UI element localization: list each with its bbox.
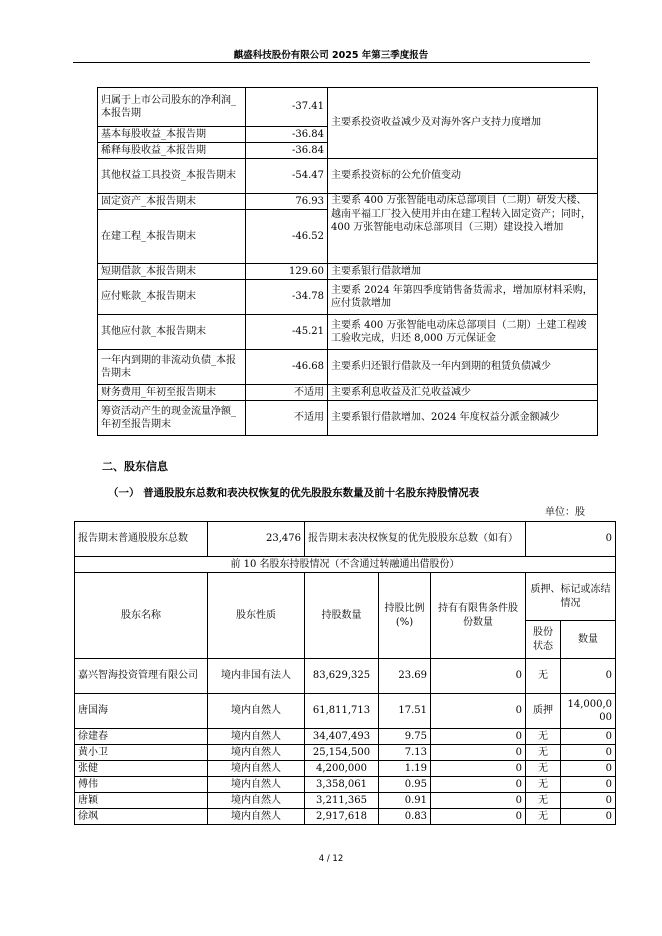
table-cell: 23.69 [379, 659, 431, 694]
table-cell: 129.60 [246, 264, 328, 280]
table-cell: 不适用 [246, 385, 328, 401]
table-cell: -54.47 [246, 159, 328, 194]
table-cell: 境内非国有法人 [208, 659, 305, 694]
table-cell: 徐飒 [75, 809, 208, 825]
table-cell: 0.91 [379, 793, 431, 809]
table-cell: 基本每股收益_本报告期 [98, 127, 246, 143]
table-cell: 其他权益工具投资_本报告期末 [98, 159, 246, 194]
column-header: 质押、标记或冻结情况 [526, 573, 616, 621]
unit-label: 单位：股 [545, 507, 585, 518]
table-cell: 主要系 400 万张智能电动床总部项目（二期）土建工程竣工验收完成，归还 8,000 万元保证金 [328, 315, 598, 350]
column-header: 数量 [561, 621, 616, 659]
table-cell: 财务费用_年初至报告期末 [98, 385, 246, 401]
table-cell: 1.19 [379, 761, 431, 777]
table-cell: 0 [561, 729, 616, 745]
table-cell: 不适用 [246, 401, 328, 436]
table-cell: 7.13 [379, 745, 431, 761]
table-cell: 无 [526, 745, 561, 761]
table-cell: 无 [526, 761, 561, 777]
table-cell: 境内自然人 [208, 809, 305, 825]
table-row [75, 761, 616, 777]
table-cell: 主要系投资标的公允价值变动 [328, 159, 598, 194]
table-cell: 主要系 2024 年第四季度销售备货需求，增加原材料采购，应付货款增加 [328, 280, 598, 315]
table-cell: 0.83 [379, 809, 431, 825]
table-cell: 短期借款_本报告期末 [98, 264, 246, 280]
column-header: 股份状态 [526, 621, 561, 659]
table-cell: 境内自然人 [208, 777, 305, 793]
table-cell: 境内自然人 [208, 694, 305, 729]
table-cell: 主要系 400 万张智能电动床总部项目（二期）研发大楼、越南平福工厂投入使用并由在建工程转入固定资产；同时，400 万张智能电动床总部项目（三期）建设投入增加 [328, 194, 598, 264]
table-cell: 主要系归还银行借款及一年内到期的租赁负债减少 [328, 350, 598, 385]
table-cell: 境内自然人 [208, 761, 305, 777]
table-cell: -34.78 [246, 280, 328, 315]
column-header: 持股比例(%) [379, 573, 431, 659]
table-row [75, 659, 616, 694]
table-cell: 一年内到期的非流动负债_本报告期末 [98, 350, 246, 385]
table-cell: 无 [526, 793, 561, 809]
table-cell: 25,154,500 [305, 745, 379, 761]
page-number: 4 / 12 [318, 854, 344, 864]
table-cell: 傅伟 [75, 777, 208, 793]
shareholders-table [74, 521, 616, 825]
table-cell: 0 [561, 793, 616, 809]
section-subtitle: （一） 普通股股东总数和表决权恢复的优先股股东数量及前十名股东持股情况表 [108, 487, 480, 499]
top10-caption: 前 10 名股东持股情况（不含通过转融通出借股份） [75, 557, 616, 573]
table-cell: 境内自然人 [208, 793, 305, 809]
table-cell: -45.21 [246, 315, 328, 350]
total-shareholders-value: 23,476 [208, 522, 305, 557]
table-cell: 14,000,000 [561, 694, 616, 729]
table-cell: 张健 [75, 761, 208, 777]
table-cell: 唐国海 [75, 694, 208, 729]
table-cell: 境内自然人 [208, 745, 305, 761]
table-cell: 34,407,493 [305, 729, 379, 745]
table-cell: 0 [561, 809, 616, 825]
table-cell: 无 [526, 659, 561, 694]
table-cell: 主要系利息收益及汇兑收益减少 [328, 385, 598, 401]
preferred-shareholders-label: 报告期末表决权恢复的优先股股东总数（如有） [305, 522, 526, 557]
table-cell: 稀释每股收益_本报告期 [98, 143, 246, 159]
column-header: 股东名称 [75, 573, 208, 659]
table-cell: 0 [431, 809, 526, 825]
table-row [75, 745, 616, 761]
changes-table [97, 87, 598, 436]
table-cell: 0 [431, 761, 526, 777]
table-cell: 2,917,618 [305, 809, 379, 825]
table-cell: 83,629,325 [305, 659, 379, 694]
table-cell: 唐颖 [75, 793, 208, 809]
table-cell: 应付账款_本报告期末 [98, 280, 246, 315]
table-row [75, 694, 616, 729]
table-cell: 0 [561, 777, 616, 793]
table-cell: 0 [431, 777, 526, 793]
table-cell: 0 [561, 761, 616, 777]
table-cell: 主要系银行借款增加、2024 年度权益分派金额减少 [328, 401, 598, 436]
table-cell: -46.68 [246, 350, 328, 385]
page-header-title: 麒盛科技股份有限公司 2025 年第三季度报告 [233, 50, 429, 61]
table-cell: 9.75 [379, 729, 431, 745]
table-cell: -36.84 [246, 143, 328, 159]
column-header: 持有有限售条件股份数量 [431, 573, 526, 659]
table-cell: 质押 [526, 694, 561, 729]
table-cell: 4,200,000 [305, 761, 379, 777]
table-cell: 0 [431, 729, 526, 745]
table-cell: 无 [526, 809, 561, 825]
table-cell: 无 [526, 729, 561, 745]
table-cell: 境内自然人 [208, 729, 305, 745]
header-rule [73, 62, 590, 63]
table-cell: 0 [431, 694, 526, 729]
table-cell: 无 [526, 777, 561, 793]
table-cell: 黄小卫 [75, 745, 208, 761]
table-cell: 归属于上市公司股东的净利润_本报告期 [98, 88, 246, 127]
table-cell: 徐建春 [75, 729, 208, 745]
preferred-shareholders-value: 0 [526, 522, 616, 557]
table-cell: 主要系投资收益减少及对海外客户支持力度增加 [328, 88, 598, 159]
table-row [75, 809, 616, 825]
table-cell: 在建工程_本报告期末 [98, 210, 246, 264]
table-cell: 0 [431, 793, 526, 809]
table-cell: 0.95 [379, 777, 431, 793]
table-row [75, 777, 616, 793]
table-cell: 固定资产_本报告期末 [98, 194, 246, 210]
table-cell: 0 [561, 745, 616, 761]
table-cell: 0 [431, 745, 526, 761]
table-row [75, 729, 616, 745]
table-cell: 61,811,713 [305, 694, 379, 729]
table-cell: -46.52 [246, 210, 328, 264]
table-cell: -36.84 [246, 127, 328, 143]
table-cell: 17.51 [379, 694, 431, 729]
table-cell: -37.41 [246, 88, 328, 127]
table-row [75, 793, 616, 809]
table-cell: 主要系银行借款增加 [328, 264, 598, 280]
column-header: 持股数量 [305, 573, 379, 659]
table-cell: 0 [561, 659, 616, 694]
column-header: 股东性质 [208, 573, 305, 659]
section-title: 二、股东信息 [102, 460, 168, 473]
table-cell: 其他应付款_本报告期末 [98, 315, 246, 350]
table-cell: 76.93 [246, 194, 328, 210]
table-cell: 0 [431, 659, 526, 694]
table-cell: 嘉兴智海投资管理有限公司 [75, 659, 208, 694]
table-cell: 3,211,365 [305, 793, 379, 809]
table-cell: 3,358,061 [305, 777, 379, 793]
table-cell: 筹资活动产生的现金流量净额_年初至报告期末 [98, 401, 246, 436]
total-shareholders-label: 报告期末普通股股东总数 [75, 522, 208, 557]
